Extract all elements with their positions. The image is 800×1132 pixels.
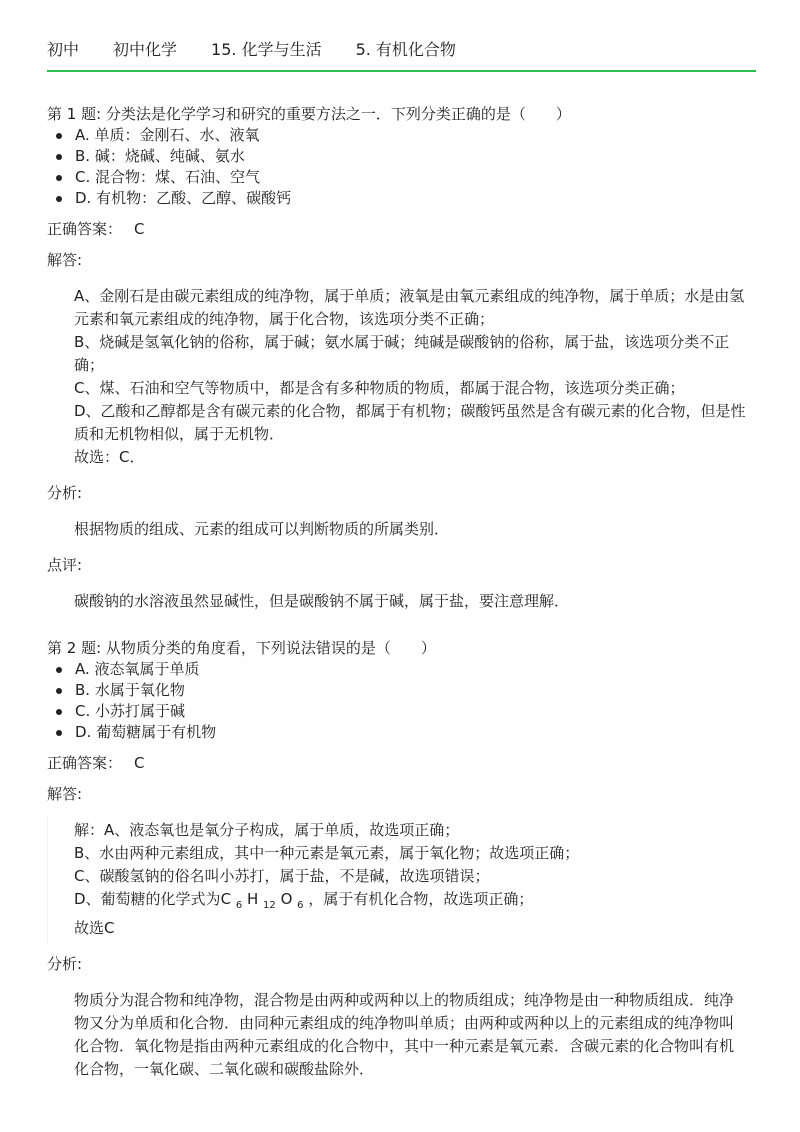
bullet-icon xyxy=(56,175,62,181)
solution-line: 故选C xyxy=(74,919,115,937)
solution-line: C、煤、石油和空气等物质中，都是含有多种物质的物质，都属于混合物，该选项分类正确； xyxy=(74,379,685,397)
question-1 xyxy=(47,104,747,617)
analysis-line: 根据物质的组成、元素的组成可以判断物质的所属类别． xyxy=(74,520,450,538)
comment-label: 点评: xyxy=(47,556,83,574)
breadcrumb-item[interactable]: 5. 有机化合物 xyxy=(355,40,456,59)
solution-fragment: D、葡萄糖的化学式为 xyxy=(74,890,221,908)
question-2 xyxy=(47,638,747,1085)
correct-answer xyxy=(47,219,747,240)
option-list xyxy=(47,659,747,743)
bullet-icon xyxy=(56,730,62,736)
correct-answer-label: 正确答案： xyxy=(47,220,123,238)
analysis-text xyxy=(47,985,747,1085)
option-label: D. 葡萄糖属于有机物 xyxy=(75,723,217,741)
option-label: A. 液态氧属于单质 xyxy=(75,660,200,678)
bullet-icon xyxy=(56,196,62,202)
header-divider xyxy=(47,70,756,72)
solution-line: B、烧碱是氢氧化钠的俗称，属于碱；氨水属于碱；纯碱是碳酸钠的俗称，属于盐，该选项分类不正确； xyxy=(74,333,730,374)
option-label: A. 单质：金刚石、水、液氧 xyxy=(75,126,260,144)
breadcrumb-item[interactable]: 初中 xyxy=(47,40,80,59)
analysis-text xyxy=(47,514,747,545)
option-item xyxy=(75,167,747,188)
chemical-formula xyxy=(220,890,309,911)
option-item xyxy=(75,701,747,722)
correct-answer-value: C xyxy=(134,220,145,238)
correct-answer xyxy=(47,753,747,774)
solution-fragment: ，属于有机化合物，故选项正确； xyxy=(308,890,534,908)
solution-label: 解答: xyxy=(47,785,83,803)
solution-line: A、金刚石是由碳元素组成的纯净物，属于单质；液氧是由氧元素组成的纯净物，属于单质；水是由氢元素和氧元素组成的纯净物，属于化合物，该选项分类不正确； xyxy=(74,287,745,328)
solution-text xyxy=(47,815,747,944)
formula-element: C xyxy=(220,890,232,908)
solution-line: C、碳酸氢钠的俗名叫小苏打，属于盐，不是碱，故选项错误； xyxy=(74,867,490,885)
bullet-icon xyxy=(56,709,62,715)
analysis-label: 分析: xyxy=(47,484,83,502)
formula-subscript: 6 xyxy=(297,900,304,911)
solution-line: 故选：C． xyxy=(74,448,145,466)
solution-line: D、乙酸和乙醇都是含有碳元素的化合物，都属于有机物；碳酸钙虽然是含有碳元素的化合物，但是性质和无机物相似，属于无机物． xyxy=(74,402,746,443)
solution-line xyxy=(74,888,747,917)
comment-line: 碳酸钠的水溶液虽然显碱性，但是碳酸钠不属于碱，属于盐，要注意理解． xyxy=(74,592,570,610)
formula-element: O xyxy=(280,890,293,908)
bullet-icon xyxy=(56,133,62,139)
breadcrumb-item[interactable]: 15. 化学与生活 xyxy=(211,40,322,59)
option-item xyxy=(75,659,747,680)
formula-subscript: 12 xyxy=(263,900,276,911)
analysis-label: 分析: xyxy=(47,955,83,973)
option-label: D. 有机物：乙酸、乙醇、碳酸钙 xyxy=(75,189,292,207)
solution-label: 解答: xyxy=(47,251,83,269)
option-item xyxy=(75,680,747,701)
analysis-line: 物质分为混合物和纯净物，混合物是由两种或两种以上的物质组成；纯净物是由一种物质组成．纯净物又分为单质和化合物．由同种元素组成的纯净物叫单质；由两种或两种以上的元素组成的纯净物叫化合物．氧化物是指由两种元素组成的化合物中，其中一种元素是氧元素．含碳元素的化合物叫有机化合物，一氧化碳、二氧化碳和碳酸盐除外． xyxy=(74,991,735,1078)
option-label: C. 小苏打属于碱 xyxy=(75,702,186,720)
solution-text xyxy=(47,281,747,473)
option-item xyxy=(75,722,747,743)
breadcrumb xyxy=(47,38,757,62)
option-item xyxy=(75,125,747,146)
option-list xyxy=(47,125,747,209)
question-title: 第 1 题: 分类法是化学学习和研究的重要方法之一．下列分类正确的是（ ） xyxy=(47,105,571,123)
option-label: B. 水属于氧化物 xyxy=(75,681,185,699)
question-title: 第 2 题: 从物质分类的角度看，下列说法错误的是（ ） xyxy=(47,639,436,657)
correct-answer-label: 正确答案： xyxy=(47,754,123,772)
comment-text xyxy=(47,586,747,617)
option-label: C. 混合物：煤、石油、空气 xyxy=(75,168,261,186)
solution-line: B、水由两种元素组成，其中一种元素是氧元素，属于氧化物；故选项正确； xyxy=(74,844,580,862)
bullet-icon xyxy=(56,667,62,673)
formula-subscript: 6 xyxy=(235,900,243,911)
bullet-icon xyxy=(56,688,62,694)
option-label: B. 碱：烧碱、纯碱、氨水 xyxy=(75,147,245,165)
formula-element: H xyxy=(246,890,259,908)
solution-line: 解：A、液态氧也是氧分子构成，属于单质，故选项正确； xyxy=(74,821,460,839)
bullet-icon xyxy=(56,154,62,160)
option-item xyxy=(75,146,747,167)
breadcrumb-item[interactable]: 初中化学 xyxy=(113,40,178,59)
option-item xyxy=(75,188,747,209)
correct-answer-value: C xyxy=(134,754,145,772)
